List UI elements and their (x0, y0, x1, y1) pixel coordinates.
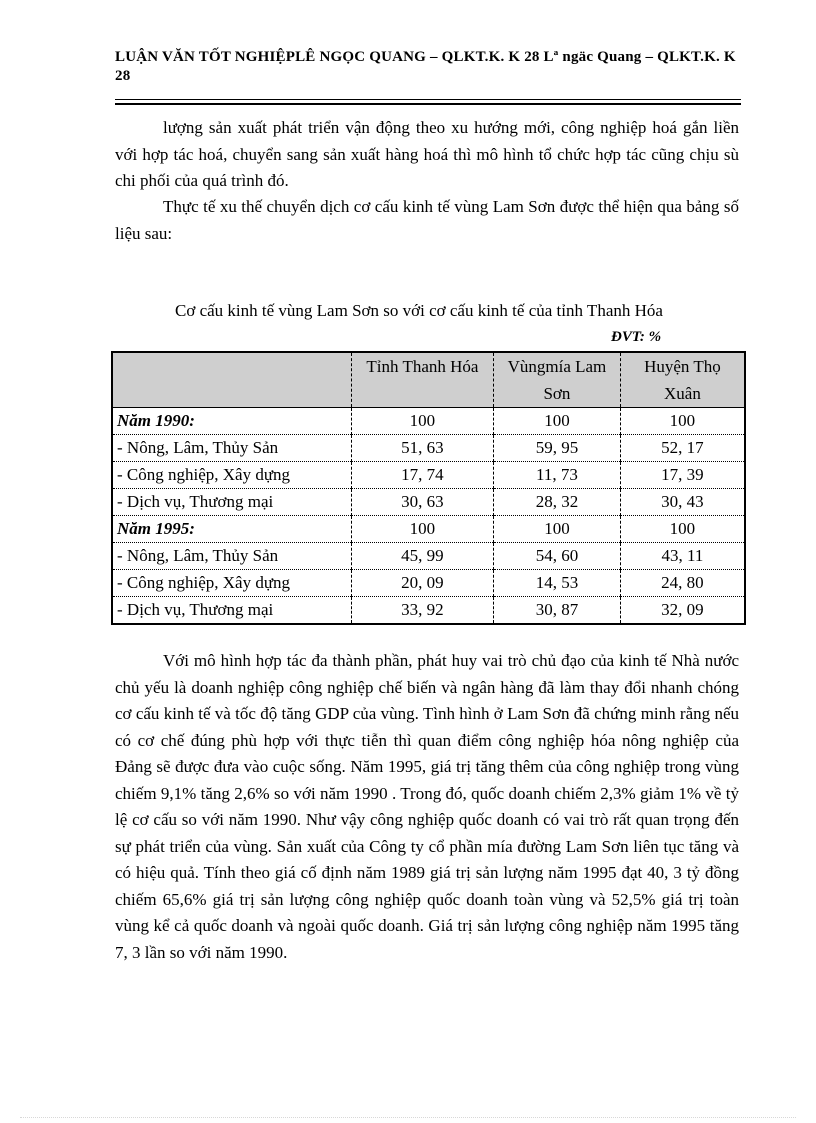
paragraph-intro: lượng sản xuất phát triển vận động theo xu hướng mới, công nghiệp hoá gắn liền với hợp tác hoá, chuyển sang sản xuất hàng hoá thì mô hình tổ chức hợp tác cũng chịu sù chi phối của quá trình đó. (115, 118, 739, 190)
row-label: - Công nghiệp, Xây dựng (112, 462, 351, 489)
table-cell: 24, 80 (620, 570, 745, 597)
table-header-cell: Tỉnh Thanh Hóa (351, 352, 493, 408)
table-cell: 43, 11 (620, 543, 745, 570)
table-row (112, 408, 745, 435)
table-cell: 11, 73 (494, 462, 621, 489)
header-rule-thin (115, 99, 741, 100)
table-row (112, 462, 745, 489)
table-cell: 59, 95 (494, 435, 621, 462)
page-bottom-divider (20, 1117, 796, 1118)
table-header-cell: Vùngmía Lam Sơn (494, 352, 621, 408)
economic-structure-table (111, 351, 746, 625)
table-row (112, 516, 745, 543)
table-cell: 100 (620, 516, 745, 543)
table-row (112, 570, 745, 597)
row-label: - Dịch vụ, Thương mại (112, 489, 351, 516)
table-cell: 33, 92 (351, 597, 493, 625)
table-cell: 14, 53 (494, 570, 621, 597)
table-cell: 52, 17 (620, 435, 745, 462)
table-row (112, 435, 745, 462)
table-unit: ĐVT: % (611, 329, 662, 345)
table-cell: 100 (494, 408, 621, 435)
table-cell: 30, 87 (494, 597, 621, 625)
page-header: LUẬN VĂN TỐT NGHIỆPLÊ NGỌC QUANG – QLKT.K. K 28 Lª ngäc Quang – QLKT.K. K 28 (115, 49, 736, 84)
row-label: Năm 1990: (112, 408, 351, 435)
table-cell: 100 (351, 408, 493, 435)
table-cell: 30, 43 (620, 489, 745, 516)
table-cell: 100 (351, 516, 493, 543)
table-title: Cơ cấu kinh tế vùng Lam Sơn so với cơ cấu kinh tế của tỉnh Thanh Hóa (175, 301, 663, 320)
table-row (112, 489, 745, 516)
table-cell: 17, 39 (620, 462, 745, 489)
row-label: - Nông, Lâm, Thủy Sản (112, 435, 351, 462)
row-label: Năm 1995: (112, 516, 351, 543)
table-header-cell: Huyện Thọ Xuân (620, 352, 745, 408)
table-row (112, 597, 745, 625)
row-label: - Nông, Lâm, Thủy Sản (112, 543, 351, 570)
paragraph-lead-in: Thực tế xu thế chuyển dịch cơ cấu kinh tế vùng Lam Sơn được thể hiện qua bảng số liệu sau: (115, 197, 739, 243)
table-cell: 20, 09 (351, 570, 493, 597)
table-cell: 45, 99 (351, 543, 493, 570)
table-cell: 17, 74 (351, 462, 493, 489)
table-cell: 54, 60 (494, 543, 621, 570)
row-label: - Dịch vụ, Thương mại (112, 597, 351, 625)
table-cell: 28, 32 (494, 489, 621, 516)
table-cell: 100 (620, 408, 745, 435)
table-cell: 30, 63 (351, 489, 493, 516)
table-cell: 32, 09 (620, 597, 745, 625)
table-cell: 51, 63 (351, 435, 493, 462)
table-header-cell (112, 352, 351, 408)
table-row (112, 543, 745, 570)
table-header-row (112, 352, 745, 408)
header-rule-thick (115, 103, 741, 105)
paragraph-analysis: Với mô hình hợp tác đa thành phần, phát huy vai trò chủ đạo của kinh tế Nhà nước chủ yếu là doanh nghiệp công nghiệp chế biến và ngân hàng đã làm thay đổi nhanh chóng cơ cấu kinh tế và tốc độ tăng GDP của vùng. Tình hình ở Lam Sơn đã chứng minh rằng nếu có cơ chế đúng phù hợp với thực tiễn thì quan điểm công nghiệp hóa nông nghiệp của Đảng sẽ được đưa vào cuộc sống. Năm 1995, giá trị tăng thêm của công nghiệp trong vùng chiếm 9,1% tăng 2,6% so với năm 1990 . Trong đó, quốc doanh chiếm 2,3% giảm 1% về tỷ lệ cơ cấu so với năm 1990. Như vậy công nghiệp quốc doanh có vai trò rất quan trọng đến sự phát triển của vùng. Sản xuất của Công ty cổ phần mía đường Lam Sơn liên tục tăng và có hiệu quả. Tính theo giá cố định năm 1989 giá trị sản lượng năm 1995 đạt 40, 3 tỷ đồng chiếm 65,6% giá trị sản lượng công nghiệp quốc doanh toàn vùng và 52,5% giá trị toàn vùng kể cả quốc doanh và ngoài quốc doanh. Giá trị sản lượng công nghiệp năm 1995 tăng 7, 3 lần so với năm 1990. (115, 651, 739, 962)
table-cell: 100 (494, 516, 621, 543)
row-label: - Công nghiệp, Xây dựng (112, 570, 351, 597)
